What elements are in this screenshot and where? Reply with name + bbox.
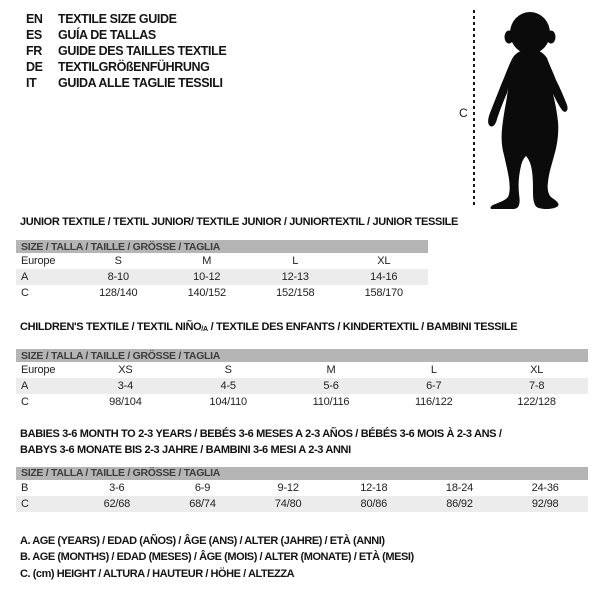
language-code: EN	[26, 12, 43, 26]
table-cell: 152/158	[276, 287, 315, 299]
table-title-segment: / TEXTILE DES ENFANTS / KINDERTEXTIL / BAMBINI TESSILE	[207, 321, 518, 333]
table-title-segment: /A	[201, 326, 208, 333]
guide-title: TEXTILE SIZE GUIDE	[58, 12, 177, 26]
table-cell: S	[114, 255, 122, 267]
language-row	[26, 59, 226, 75]
table-row	[16, 269, 428, 285]
table-title-segment: CHILDREN'S TEXTILE / TEXTIL NIÑO	[20, 321, 202, 333]
footnote-line: B. AGE (MONTHS) / EDAD (MESES) / ÂGE (MOIS) / ALTER (MONATE) / ETÀ (MESI)	[20, 551, 414, 564]
size-header-bar	[16, 240, 428, 253]
language-code: IT	[26, 76, 37, 90]
table-cell: XS	[118, 364, 133, 376]
table-cell: L	[430, 364, 437, 376]
table-cell: M	[202, 255, 212, 267]
table-cell: 5-6	[323, 380, 339, 392]
guide-title: GUÍA DE TALLAS	[58, 28, 156, 42]
table-cell: 10-12	[193, 271, 221, 283]
table-cell: 4-5	[220, 380, 236, 392]
table-cell: 98/104	[109, 396, 142, 408]
table-title-segment: JUNIOR TEXTILE / TEXTIL JUNIOR/ TEXTILE JUNIOR / JUNIORTEXTIL / JUNIOR TESSILE	[20, 216, 459, 228]
table-title-line	[20, 321, 588, 336]
table-cell: 104/110	[209, 396, 247, 408]
table-row	[16, 394, 588, 410]
table-cell: 68/74	[189, 497, 216, 510]
baby-silhouette-icon	[486, 9, 574, 209]
table-title	[16, 426, 588, 459]
table-cell: 92/98	[531, 497, 559, 510]
table-cell: 18-24	[445, 481, 474, 494]
table-cell: 122/128	[517, 396, 556, 408]
table-row	[16, 362, 588, 378]
row-label: Europe	[21, 255, 56, 267]
table-cell: 128/140	[99, 287, 138, 299]
table-cell: M	[326, 364, 336, 376]
table-title-line	[20, 442, 588, 458]
footnote-line: A. AGE (YEARS) / EDAD (AÑOS) / ÂGE (ANS) / ALTER (JAHRE) / ETÀ (ANNI)	[20, 535, 385, 547]
language-header	[26, 11, 226, 91]
table-cell: 86/92	[446, 497, 473, 510]
row-label: A	[21, 271, 29, 283]
table-cell: 12-18	[360, 481, 388, 494]
language-code: FR	[26, 44, 42, 58]
row-label: Europe	[21, 364, 56, 376]
table-cell: 3-4	[117, 380, 134, 392]
table-cell: 158/170	[364, 287, 403, 299]
row-label: A	[21, 380, 29, 392]
table-cell: 12-13	[281, 271, 309, 283]
table-row	[16, 496, 588, 512]
size-header-label: SIZE / TALLA / TAILLE / GRÖSSE / TAGLIA	[21, 240, 221, 253]
table-cell: 6-7	[426, 380, 442, 392]
size-table-junior	[16, 216, 459, 301]
table-cell: 14-16	[370, 271, 398, 283]
table-title	[16, 321, 588, 336]
guide-title: GUIDE DES TAILLES TEXTILE	[58, 44, 227, 58]
table-cell: 116/122	[415, 396, 453, 408]
guide-title: TEXTILGRÖßENFÜHRUNG	[58, 60, 210, 74]
language-code: ES	[26, 28, 42, 42]
size-table-children	[16, 321, 588, 410]
footnotes	[20, 533, 414, 582]
table-row	[16, 480, 588, 496]
table-cell: 140/152	[187, 287, 226, 299]
table-cell: 62/68	[103, 497, 131, 510]
language-row	[26, 75, 226, 91]
row-label: C	[21, 396, 29, 408]
table-cell: 9-12	[277, 481, 299, 494]
size-table-babies	[16, 426, 588, 512]
table-row	[16, 285, 428, 301]
table-cell: 110/116	[312, 396, 350, 408]
table-row	[16, 253, 428, 269]
language-row	[26, 43, 226, 59]
table-row	[16, 378, 588, 394]
table-cell: 74/80	[274, 497, 302, 510]
table-cell: XL	[377, 255, 391, 267]
table-cell: 7-8	[528, 380, 545, 392]
height-measure-dashed-line	[473, 10, 475, 206]
table-cell: 6-9	[194, 481, 211, 494]
language-row	[26, 11, 226, 27]
height-measure-label: C	[459, 106, 468, 120]
table-title-segment: BABYS 3-6 MONATE BIS 2-3 JAHRE / BAMBINI 3-6 MESI A 2-3 ANNI	[20, 444, 351, 457]
size-header-label: SIZE / TALLA / TAILLE / GRÖSSE / TAGLIA	[21, 467, 221, 480]
table-cell: XL	[530, 364, 544, 376]
language-code: DE	[26, 60, 43, 74]
table-title-line	[20, 216, 459, 229]
table-title	[16, 216, 459, 229]
size-header-bar	[16, 349, 588, 362]
row-label: C	[21, 497, 29, 510]
language-row	[26, 27, 226, 43]
table-title-line	[20, 426, 588, 442]
size-header-label: SIZE / TALLA / TAILLE / GRÖSSE / TAGLIA	[21, 349, 221, 362]
row-label: C	[21, 287, 29, 299]
footnote-line: C. (cm) HEIGHT / ALTURA / HAUTEUR / HÖHE / ALTEZZA	[20, 567, 295, 580]
size-header-bar	[16, 467, 588, 480]
table-title-segment: BABIES 3-6 MONTH TO 2-3 YEARS / BEBÉS 3-6 MESES A 2-3 AÑOS / BÉBÉS 3-6 MOIS À 2-3 ANS /	[20, 428, 502, 440]
table-cell: 8-10	[107, 271, 129, 283]
guide-title: GUIDA ALLE TAGLIE TESSILI	[58, 76, 223, 90]
table-cell: 24-36	[531, 481, 559, 494]
table-cell: 80/86	[360, 497, 388, 510]
table-cell: S	[224, 364, 232, 376]
table-cell: 3-6	[109, 481, 125, 494]
table-cell: L	[292, 255, 299, 267]
row-label: B	[21, 481, 29, 494]
